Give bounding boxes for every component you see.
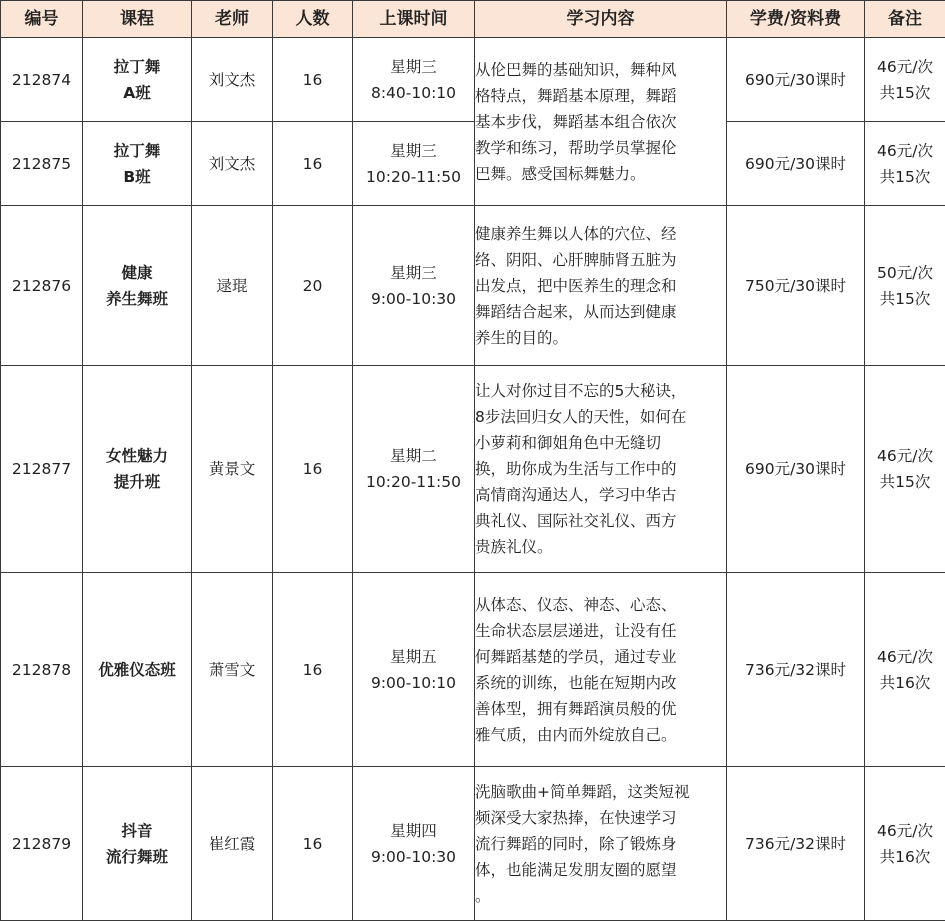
cell-content-latin [475, 38, 727, 206]
cell-time [353, 573, 475, 767]
cell-content-charm [475, 366, 727, 573]
cell-fee: 690元/30课时 [727, 122, 865, 206]
time-range: 10:20-11:50 [353, 469, 474, 495]
note-line: 46元/次 [865, 818, 945, 844]
cell-course [83, 38, 192, 122]
cell-course [83, 122, 192, 206]
content-line: 体，也能满足发朋友圈的愿望 [475, 857, 726, 883]
cell-note [865, 767, 945, 921]
course-line: 优雅仪态班 [83, 657, 191, 683]
content-line: 何舞蹈基楚的学员，通过专业 [475, 644, 726, 670]
content-line: 频深受大家热捧，在快速学习 [475, 805, 726, 831]
content-line: 高情商沟通达人，学习中华古 [475, 482, 726, 508]
time-day: 星期三 [353, 54, 474, 80]
cell-teacher: 逯琨 [192, 206, 273, 366]
note-line: 46元/次 [865, 644, 945, 670]
content-line: 出发点，把中医养生的理念和 [475, 273, 726, 299]
content-line: 教学和练习，帮助学员掌握伦 [475, 135, 726, 161]
table-row [1, 122, 945, 206]
cell-fee: 750元/30课时 [727, 206, 865, 366]
header-teacher: 老师 [192, 1, 273, 38]
cell-fee: 736元/32课时 [727, 767, 865, 921]
content-line: 络、阴阳、心肝脾肺肾五脏为 [475, 247, 726, 273]
content-line: 从伦巴舞的基础知识，舞种风 [475, 57, 726, 83]
header-count: 人数 [273, 1, 353, 38]
course-line: 流行舞班 [83, 844, 191, 870]
content-line: 洗脑歌曲+简单舞蹈，这类短视 [475, 779, 726, 805]
cell-time [353, 366, 475, 573]
header-note: 备注 [865, 1, 945, 38]
content-line: 基本步伐，舞蹈基本组合依次 [475, 109, 726, 135]
content-line: 生命状态层层递进，让没有任 [475, 618, 726, 644]
content-line: 健康养生舞以人体的穴位、经 [475, 221, 726, 247]
time-range: 9:00-10:30 [353, 844, 474, 870]
cell-count: 16 [273, 122, 353, 206]
cell-teacher: 黄景文 [192, 366, 273, 573]
note-line: 46元/次 [865, 138, 945, 164]
time-range: 10:20-11:50 [353, 164, 474, 190]
note-line: 共15次 [865, 80, 945, 106]
cell-fee: 736元/32课时 [727, 573, 865, 767]
course-line: 健康 [83, 260, 191, 286]
time-day: 星期三 [353, 260, 474, 286]
cell-content-health [475, 206, 727, 366]
table-row [1, 206, 945, 366]
cell-teacher: 萧雪文 [192, 573, 273, 767]
cell-course [83, 767, 192, 921]
cell-content-elegance [475, 573, 727, 767]
cell-id: 212878 [1, 573, 83, 767]
cell-teacher: 刘文杰 [192, 122, 273, 206]
note-line: 46元/次 [865, 443, 945, 469]
cell-time [353, 767, 475, 921]
content-line: 舞蹈结合起来，从而达到健康 [475, 299, 726, 325]
note-line: 共15次 [865, 164, 945, 190]
cell-count: 16 [273, 38, 353, 122]
cell-id: 212879 [1, 767, 83, 921]
content-line: 系统的训练，也能在短期内改 [475, 670, 726, 696]
course-line: 拉丁舞 [83, 138, 191, 164]
cell-course [83, 366, 192, 573]
cell-time [353, 206, 475, 366]
content-line: 换，助你成为生活与工作中的 [475, 456, 726, 482]
content-line: 养生的目的。 [475, 325, 726, 351]
table-row [1, 767, 945, 921]
table-row [1, 573, 945, 767]
course-line: 养生舞班 [83, 286, 191, 312]
cell-note [865, 366, 945, 573]
cell-time [353, 38, 475, 122]
table-row [1, 38, 945, 122]
time-range: 8:40-10:10 [353, 80, 474, 106]
content-line: 流行舞蹈的同时，除了锻炼身 [475, 831, 726, 857]
cell-count: 16 [273, 573, 353, 767]
time-day: 星期三 [353, 138, 474, 164]
header-content: 学习内容 [475, 1, 727, 38]
course-line: 抖音 [83, 818, 191, 844]
note-line: 共15次 [865, 469, 945, 495]
time-range: 9:00-10:30 [353, 286, 474, 312]
content-line: 贵族礼仪。 [475, 534, 726, 560]
course-line: 拉丁舞 [83, 54, 191, 80]
time-day: 星期四 [353, 818, 474, 844]
cell-note [865, 206, 945, 366]
cell-id: 212877 [1, 366, 83, 573]
note-line: 共16次 [865, 670, 945, 696]
cell-note [865, 38, 945, 122]
note-line: 共15次 [865, 286, 945, 312]
cell-id: 212876 [1, 206, 83, 366]
header-row [1, 1, 945, 38]
cell-count: 16 [273, 366, 353, 573]
content-line: 雅气质，由内而外绽放自己。 [475, 722, 726, 748]
header-course: 课程 [83, 1, 192, 38]
cell-course [83, 206, 192, 366]
time-range: 9:00-10:10 [353, 670, 474, 696]
content-line: 小萝莉和御姐角色中无缝切 [475, 430, 726, 456]
cell-count: 20 [273, 206, 353, 366]
header-time: 上课时间 [353, 1, 475, 38]
cell-id: 212874 [1, 38, 83, 122]
course-line: 女性魅力 [83, 443, 191, 469]
cell-note [865, 573, 945, 767]
content-line: 让人对你过目不忘的5大秘诀， [475, 378, 726, 404]
content-line: 从体态、仪态、神态、心态、 [475, 592, 726, 618]
note-line: 共16次 [865, 844, 945, 870]
course-line: 提升班 [83, 469, 191, 495]
content-line: 格特点，舞蹈基本原理，舞蹈 [475, 83, 726, 109]
course-line: B班 [83, 164, 191, 190]
course-line: A班 [83, 80, 191, 106]
content-line: 典礼仪、国际社交礼仪、西方 [475, 508, 726, 534]
table-row [1, 366, 945, 573]
cell-fee: 690元/30课时 [727, 366, 865, 573]
note-line: 46元/次 [865, 54, 945, 80]
note-line: 50元/次 [865, 260, 945, 286]
cell-id: 212875 [1, 122, 83, 206]
time-day: 星期二 [353, 443, 474, 469]
cell-fee: 690元/30课时 [727, 38, 865, 122]
cell-teacher: 刘文杰 [192, 38, 273, 122]
header-fee: 学费/资料费 [727, 1, 865, 38]
content-line: 。 [475, 883, 726, 909]
content-line: 善体型，拥有舞蹈演员般的优 [475, 696, 726, 722]
header-id: 编号 [1, 1, 83, 38]
cell-content-douyin [475, 767, 727, 921]
cell-note [865, 122, 945, 206]
time-day: 星期五 [353, 644, 474, 670]
cell-count: 16 [273, 767, 353, 921]
cell-course [83, 573, 192, 767]
content-line: 巴舞。感受国标舞魅力。 [475, 161, 726, 187]
cell-teacher: 崔红霞 [192, 767, 273, 921]
cell-time [353, 122, 475, 206]
content-line: 8步法回归女人的天性，如何在 [475, 404, 726, 430]
